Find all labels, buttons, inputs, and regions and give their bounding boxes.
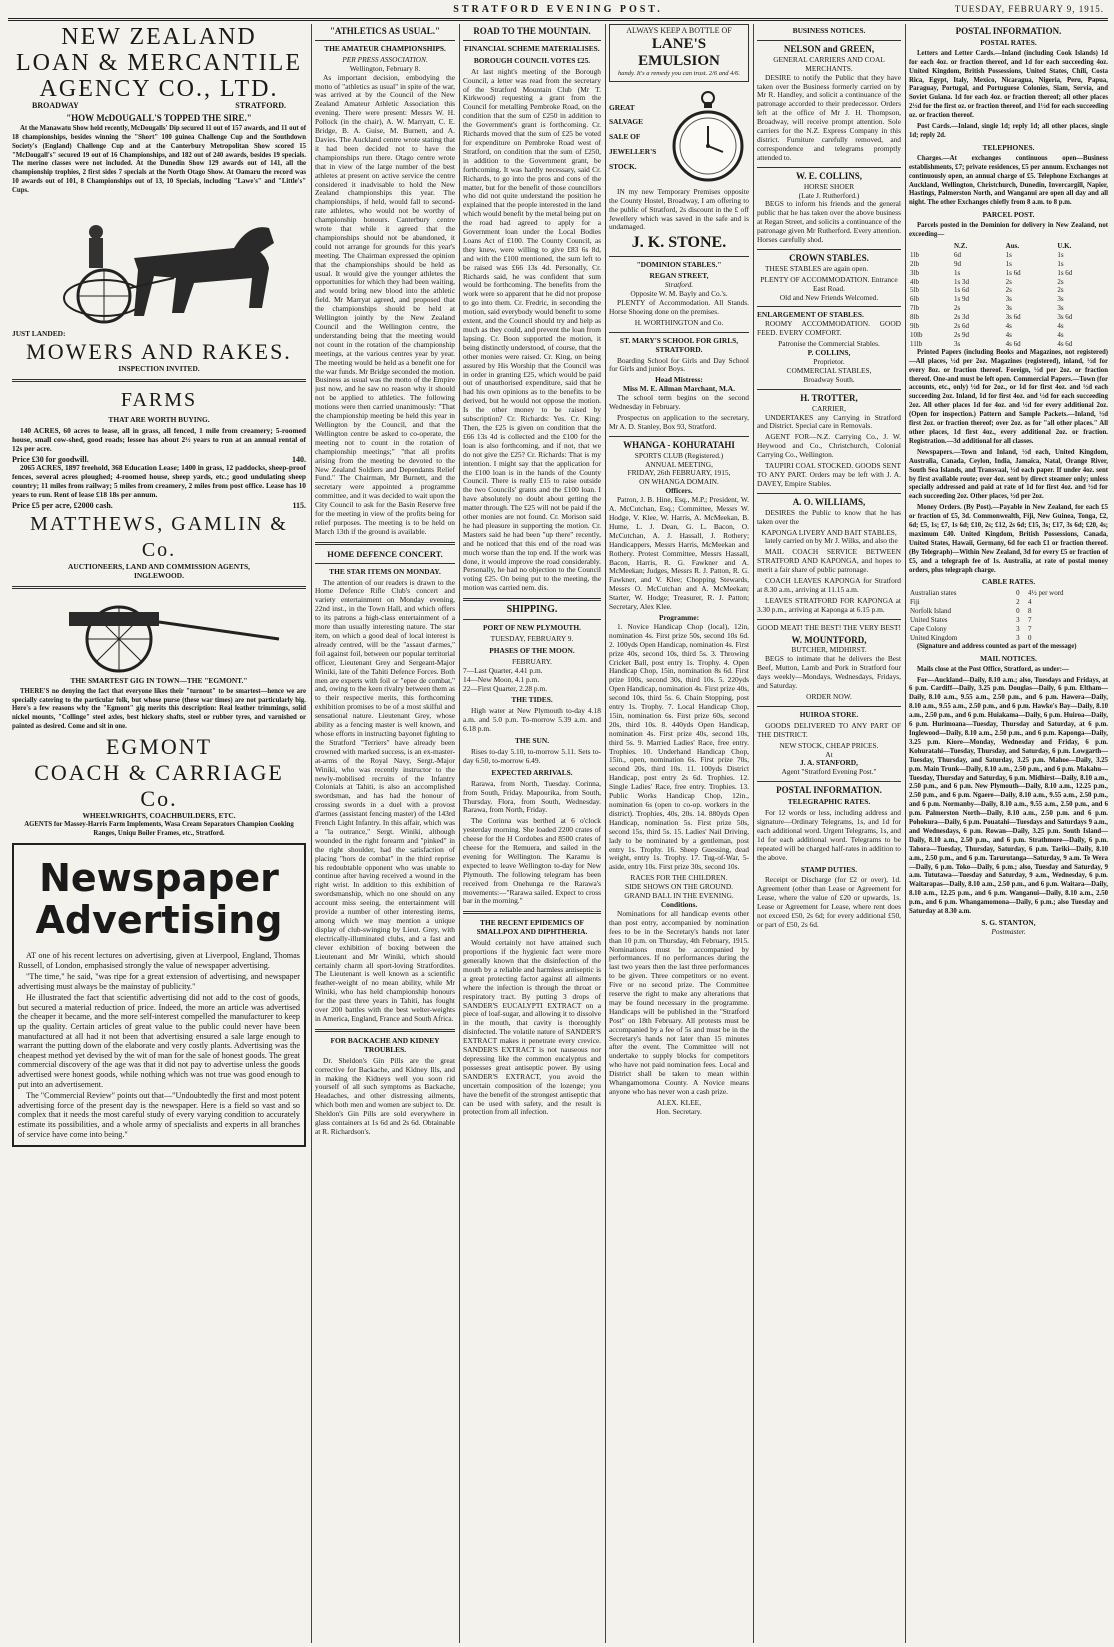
divider [315, 40, 455, 41]
postmaster-name: S. G. STANTON, [981, 918, 1036, 927]
enlargement-text: ROOMY ACCOMMODATION. GOOD FEED. EVERY COMFORT. [757, 319, 901, 338]
mail-schedule: For—Auckland—Daily, 8.10 a.m.; also, Tuesdays and Fridays, at 6 p.m. Cardiff—Daily, 3.25 p.m. Douglas—Daily, 6 p.m. Eltham—Daily, 8.10 a.m., 9.55 a.m., 2.50 p.m., and 6 p.m. Hawera—Daily, 8.10 a.m., 9.55 a.m., 2.50 p.m., and 6 p.m. Hawke's Bay—Daily, 8.10 a.m., 2.50 p.m., and 6 p.m. Huiakama—Daily, 6 p.m. Huiroa—Daily, 6 p.m. Hurimoana—Tuesday, Thursday and Saturday, at 6 p.m. Inglewood—Daily, 8.10 a.m., 2.50 p.m., and 6 p.m. Kaponga—Daily, 3.25 p.m. Kiore—Monday, Wednesday and Friday, 6 p.m. Kohuratahi—Tuesday, Thursday, and Saturday, 6 p.m. Lowgarth—Tuesday, Thursday, and Saturday, 3.25 p.m. Mahoe—Daily, 3.25 p.m. Main Trunk—Daily, 8.10 a.m., 2.50 p.m., and 6 p.m. Makahu—Tuesday, Thursday and Saturday, 6 p.m. Midhirst—Daily, 8.10 a.m., 2.50 p.m., and 6 p.m. New Plymouth—Daily, 8.10 a.m., 12.25 p.m., 2.50 p.m., and 6 p.m. Ngaere—Daily, 8.10 a.m., 9.55 a.m., 2.50 p.m., and 6 p.m. Normanby—Daily, 8.10 a.m., 9.55 a.m., 2.50 p.m., and 6 p.m. Palmerston North—Daily, 8.10 a.m., 2.50 p.m. and 6 p.m. Pohokura—Daily, 6 p.m. Pouatahi—Tuesdays and Saturdays 9 a.m., and Wednesdays, 6 p.m. Rowan—Daily, 3.25 p.m. South Island—Daily, 8.10 a.m., 2.50 p.m., and 6 p.m. Strathmore—Daily, 6 p.m. Tahora—Tuesday, Thursday, Saturday, 6 p.m. Tariki—Daily, 8.10 a.m., 2.50 p.m., and 6 p.m. Tarurutanga—Saturday, 9 a.m. Te Wera—Daily, 6 p.m. Toko—Daily, 6 p.m.; also, Tuesday and Saturday, 9 a.m. Tututawa—Tuesday and Saturday, 9 a.m., Wednesday, 6 p.m. Waitarapas—Daily, 8.10 a.m., 2.50 p.m., and 6 p.m. Waitara—Daily, 8.10 a.m., 12.25 p.m., and 6 p.m. Wanganui—Daily, 8.10 a.m., 2.50 p.m., and 6 p.m. Whangamomona—Daily, 6 p.m.; also Tuesday and Saturday at 8.30 a.m. [909, 676, 1108, 916]
dominion-text: PLENTY of Accommodation. All Stands. Horse Shoeing done on the premises. [609, 297, 749, 316]
table-cell: 9d [953, 259, 961, 268]
telephones-heading: TELEPHONES. [982, 142, 1035, 152]
table-cell: 4lb [910, 277, 919, 286]
divider [463, 911, 601, 914]
salvage-word: SALVAGE [609, 117, 644, 127]
mcdougall-heading: "HOW McDOUGALL'S TOPPED THE SIRE." [66, 112, 252, 123]
salvage-jewellers: JEWELLER'S [609, 147, 657, 157]
table-cell: 6lb [910, 295, 919, 304]
grand-ball: GRAND BALL IN THE EVENING. [624, 891, 734, 901]
column-2 [315, 24, 455, 1643]
athletics-heading: "ATHLETICS AS USUAL." [329, 26, 441, 36]
table-cell: 4s 6d [1005, 339, 1021, 348]
table-cell: 7 [1027, 625, 1032, 633]
advertising-paragraph-3: He illustrated the fact that scientific advertising did not add to the cost of goods, but secured a material reduction of price. Indeed, the more an article was advertised the cheaper it became, and the more self-interest compelled the manufacturer to keep up the quality. Certain articles of great value to the public could never have been manufactured at all had it not been that advertising ensured a sale large enough to warrant the putting down of the elaborate and very costly plants. Advertising was the cheapest method yet devised by the wit of man for the sale of honest goods. The great commercial discovery of the age was that it did not pay to advertise unless the goods advertised were honest goods, while nothing which was not true was good enough to put into an advertisement. [18, 993, 300, 1089]
table-row [909, 278, 1108, 287]
tides-heading: THE TIDES. [511, 695, 553, 705]
table-row [909, 589, 1108, 598]
table-cell: 1s 9d [953, 295, 969, 304]
crown-friends: Old and New Friends Welcomed. [779, 292, 879, 302]
mcdougall-text: At the Manawatu Show held recently, McDougalls' Dip secured 11 out of 157 awards, and 11 out of 18 championships, besides winning the "Short" 100 guinea Challenge Cup and the Southdown Society's (England) Challenge Cup and at the Canterbury Metropolitan Show scored 15 "McDougall's" secured 19 out of 16 Championships, and 182 out of 240 awards, besides 19 specials. The merino classes were not included. At the Dunedin Show 129 awards out of 141, all the championship trophies, 2 first sides 7 specials at the North Otago Show. At Oamaru the record was 10 awards out of 101, 8 Championships out of 13, 10 Specials, including "Lawe's" and "Little's" Cups. [12, 124, 306, 195]
divider [757, 389, 901, 390]
divider [609, 256, 749, 257]
shipping-body: The Corinna was berthed at 6 o'clock yesterday morning. She loaded 2200 crates of cheese for the H Cordobes and 8500 crates of cheese for the Remuera, and sailed in the evening for Wellington. The Karamu is expected to leave Wellington to-day for New Plymouth. The following telegram has been received from Onehunga re the Rarawa's movements:—"Rarawa sailed. Expect to cross bar in the morning." [463, 816, 601, 906]
table-cell: 4s [1005, 322, 1012, 331]
commercial-stables: COMMERCIAL STABLES, [786, 365, 872, 375]
collins-subheading: HORSE SHOER [803, 181, 855, 191]
gig-heading: THE SMARTEST GIG IN TOWN—THE "EGMONT." [70, 675, 248, 685]
officers-heading: Officers. [665, 486, 693, 496]
stanford-name: J. A. STANFORD, [800, 758, 858, 768]
farm-2-text: 2065 ACRES, 1897 freehold, 368 Education Lease; 1400 in grass, 12 paddocks, sheep-proof fences, several acres ploughed; 4-roomed house, sheep yards, etc.; good undulating sheep country; 11 miles from railway; 5 miles from creamery, 2 miles from post office. Lease has 10 years to run. Rent of lease £18 18s per annum. [12, 463, 306, 500]
mail-notices-heading: MAIL NOTICES. [980, 653, 1037, 663]
gig-text: THERE'S no denying the fact that everyone likes their "turnout" to be smartest—hence we are specially catering to the particular folk, but whose purse (these war times) are not particularly big. Here's a few reasons why the "Egmont" gig merits this description: Real leather trimmings, solid nickel mounts, "Collinge" steel axles, best hickory shafts, steel or rubber tyres, and varnished or painted as desired. Come and sit in one. [12, 687, 306, 731]
championships-heading: THE AMATEUR CHAMPIONSHIPS. [324, 43, 446, 53]
home-defence-body: The attention of our readers is drawn to the Home Defence Rifle Club's concert and variety entertainment on Monday evening, 22nd inst., in the Town Hall, and which offers to its patrons a high-class entertainment of a more than usually interesting nature. The star item, on which a good deal of local interest is already centred, will be the "assaut d'armes," foil against foil, between our popular territorial officer, Lieutenant Grey and Sergeant-Major Winiki, late of the Tahiti Defence Forces. Both men are experts with foil or "epee de combat," and, owing to the keen rivalry between them as to their respective merits, this forthcoming exhibition promises to be of a most skilful and sensational nature. Lieutenant Grey, whose ability as a fencing master is well known, and whose efforts in instructing bayonet fighting to the Stratford "Terriers" have already been crowned with marked success, is an ex-master-at-arms of the Royal Navy, Sergt.-Major Winiki, who was recently instructor to the newly-mobilised recruits of the Infantry Colonials at Tahiti, is also an accomplished swordsman, and has had the honour of crossing swords in a duel with a provost d'armes (assistant fencing master) of the 143rd French Light Infantry. In this affair, which was a "la outrance," Sergt. Winiki, although wounded in the right forearm and "pinked" in the right shoulder, had the satisfaction of placing "hors de combat" in the third reprise his redoubtable opponent who was unable to continue after having received a wound in the right wrist. In addition to this exhibition of swordsmanship, which no one should on any account miss seeing, the entertainment will provide a number of other interesting items, among which we may mention a unique display of club-swinging by Lieut. Grey, with electrically-illuminated clubs, and a fast and clever exhibition of boxing between the Lieutenant and Mr Winiki, which should certainly charm all sport-loving Stratfordites. The Lieutenant is well known as a scientific feather-weight of no mean ability, while Mr Winiki, who has held championship honours for the past three years in Tahiti, has fought over 200 battles with the best welter-weights in America, England, France and South Africa. [315, 577, 455, 1023]
divider [315, 542, 455, 545]
arrivals-text: Rarawa, from North, Tuesday. Corinna, from South, Friday. Mapourika, from South, Thursday. Flora, from South, Wednesday. Rarawa, from North, Friday. [463, 778, 601, 815]
headmistress-label: Head Mistress: [655, 375, 703, 385]
table-cell: 8 [1027, 607, 1032, 616]
table-row [909, 331, 1108, 340]
newspaper-title-line-1: Newspaper [39, 855, 279, 900]
table-cell: 4s 6d [1057, 339, 1073, 348]
column-5 [757, 24, 901, 1643]
postal-information-heading: POSTAL INFORMATION. [776, 785, 882, 796]
parcel-rates-table [909, 242, 1108, 349]
athletics-dateline: Wellington, February 8. [349, 63, 421, 73]
trotter-heading: H. TROTTER, [800, 392, 858, 403]
table-cell: 8lb [910, 313, 919, 322]
table-cell: Norfolk Island [910, 607, 952, 616]
divider [609, 436, 749, 437]
dominion-stables-heading: "DOMINION STABLES." [636, 260, 722, 270]
table-cell: 1s 6d [1005, 268, 1021, 277]
egmont-agents: AGENTS for Massey-Harris Farm Implements, Wasa Cream Separators Champion Cooking Ranges, Uniqu Boiler Frames, etc., Stratford. [24, 821, 294, 837]
salvage-great: GREAT [609, 102, 635, 112]
kaponga-text: lately carried on by Mr J. Wilks, and also the [765, 536, 898, 546]
table-cell: 9lb [910, 322, 919, 331]
table-row [909, 616, 1108, 625]
coach-leaves-kaponga: COACH LEAVES KAPONGA for Stratford at 8.30 a.m., arriving at 11.15 a.m. [757, 576, 901, 594]
advertising-paragraph-4: The "Commercial Review" points out that—"Undoubtedly the first and most potent advertising force of the present day is the newspaper. Here is a field so vast and so complex that it needs the most careful study of every varying condition to accurately estimate its possibilities, and a whole army of specialists and experts in all branches of service have come into being." [18, 1091, 300, 1139]
side-shows: SIDE SHOWS ON THE GROUND. [624, 882, 734, 892]
divider [757, 493, 901, 494]
business-notices-heading: BUSINESS NOTICES. [792, 26, 866, 35]
divider [757, 306, 901, 307]
column-1 [12, 24, 306, 1643]
nz-loan-address [12, 102, 306, 111]
inspection-invited: INSPECTION INVITED. [118, 363, 200, 373]
collins-heading: W. E. COLLINS, [796, 170, 862, 181]
parcel-post-heading: PARCEL POST. [982, 210, 1035, 220]
divider [12, 379, 306, 382]
newspaper-advertising-box [12, 843, 306, 1147]
table-row [909, 269, 1108, 278]
school-term-text: The school term begins on the second Wednesday in February. [609, 393, 749, 412]
table-row [909, 607, 1108, 616]
cable-rates-heading: CABLE RATES. [981, 577, 1036, 587]
divider [757, 167, 901, 168]
table-cell: 7lb [910, 304, 919, 313]
at-label: At [825, 749, 833, 759]
salvage-sale-ad [609, 88, 749, 188]
enlargement-heading: ENLARGEMENT OF STABLES. [757, 310, 864, 320]
newspaper-title-line-2: Advertising [35, 897, 283, 942]
matthews-gamlin-heading: MATTHEWS, GAMLIN & Co. [30, 512, 288, 561]
backache-heading: FOR BACKACHE AND KIDNEY TROUBLES. [330, 1035, 440, 1054]
shipping-date: TUESDAY, FEBRUARY 9. [490, 634, 574, 643]
masthead-title: STRATFORD EVENING POST. [453, 4, 663, 15]
proprietor-label: Proprietor. [813, 357, 845, 366]
epidemic-heading: THE RECENT EPIDEMICS OF SMALLPOX AND DIPHTHERIA. [476, 918, 588, 937]
table-cell: 3 [1016, 633, 1020, 642]
athletics-body: As important decision, embodying the motto of "athletics as usual" in spite of the war, was arrived at by the Council of the New Zealand Amateur Athletic Association this evening. There were present: Messrs W. H. Pollock (in the chair), A. W. Marryatt, C. E. Bridge, B. A. Guise, M. Burnett, and A. Davies. The Auckland centre wrote stating that it had been decided not to have the championships run there. Otago centre wrote that in view of the large number of the best athletes at present on active service the centre considered it inadvisable to hold the New Zealand championships this year. The championships, if held, would fall to second-rate athletes, who would not be worthy of championship honours. Canterbury centre wrote that while it agreed that the championships should not be abandoned, it could not arrange for grounds for this year's meeting. The Chairman expressed the opinion that the championships should be held as usual. It would give the younger athletes the opportunities for which they had been waiting, and would bring new blood into the athletic field. Mr Marryat agreed, and proposed that the championships should be held at Wellington jointly by the New Zealand Council and the Wellington centre, the understanding being that the meeting would not count in the rotation of the championship meetings, at the various centres year by year. The meeting would be held as a benefit one for the war funds. Mr Bridge seconded the motion. Business as usual was the motto of the Empire just now, and he saw no reason why it should not be applied to athletics. The following motions were then carried unanimously: "That the championship meeting be held this year in Wellington by the Council, and that the Wellington centre be asked to co-operate, the meeting not to count in the rotation of championship meetings;" "that all profits arising from the meeting be devoted to the New Zealand Soldiers and Dependants Relief Fund." The Chairman, Mr Burnett, and the secretary were appointed a programme committee, and it was decided to wait upon the City Council to ask for the Basin Reserve free for the meeting in view of the profits being for relief purposes. The meeting is to be held on March 13th if the ground is available. [315, 72, 455, 536]
moon-phase-2: 14—New Moon, 4.1 p.m. [463, 674, 540, 684]
telegraphic-rates-text: For 12 words or less, including address and signature—Ordinary Telegrams, 1s, and 1d for each additional word. Urgent Telegrams, 1s, and 1d for each additional word. Telegrams to be repeated will be charged half-rates in addition to the above. [757, 808, 901, 862]
star-items-heading: THE STAR ITEMS ON MONDAY. [329, 566, 441, 576]
newspapers-text: Newspapers.—Town and Inland, ½d each, United Kingdom, Australia, Canada, Ceylon, India, Jamaica, Natal, Orange River, South Sea Islands, and Transvaal, ½d each paper. If under 4oz. sent by first available route; over 4oz. sent by direct steamer only; unless specially addressed and paid at rate of 1d for first 4oz. and ½d for each succeeding 2oz. Other places, ½d per 2oz. [909, 448, 1108, 501]
column-rule [605, 24, 606, 1643]
collins-late: (Late J. Rutherford.) [798, 190, 860, 200]
table-cell: 6d [953, 250, 961, 259]
telegraphic-rates-heading: TELEGRAPHIC RATES. [787, 797, 871, 807]
st-marys-text: Boarding School for Girls and Day School for Girls and junior Boys. [609, 355, 749, 374]
dominion-owner: H. WORTHINGTON and Co. [634, 317, 724, 327]
farm-1-price: Price £30 for goodwill. [12, 454, 89, 464]
williams-text: DESIRES the Public to know that he has taken over the [757, 507, 901, 526]
broadway-south: Broadway South. [803, 374, 855, 384]
p-collins-name: P. COLLINS, [807, 348, 851, 358]
meeting-date: FRIDAY, 26th FEBRUARY, 1915, [627, 468, 731, 478]
divider [757, 706, 901, 707]
sun-text: Rises to-day 5.10, to-morrow 5.11. Sets to-day 6.50, to-morrow 6.49. [463, 746, 601, 765]
divider [315, 563, 455, 564]
patronise-line: Patronise the Commercial Stables. [778, 339, 880, 349]
dominion-address: Opposite W. M. Bayly and Co.'s. [630, 289, 728, 299]
financial-scheme-heading: FINANCIAL SCHEME MATERIALISES. [464, 43, 600, 53]
column-rule [905, 24, 906, 1643]
dominion-regan: REGAN STREET, [649, 271, 709, 281]
nz-loan-address-left: BROADWAY [32, 101, 79, 110]
table-cell: 10lb [910, 331, 923, 339]
postal-info-heading: POSTAL INFORMATION. [955, 26, 1062, 36]
table-cell: 3lb [910, 268, 919, 277]
table-cell: 7 [1027, 616, 1032, 625]
backache-body: Dr. Sheldon's Gin Pills are the great corrective for Backache, and Kidney Ills, and in making the Kidneys well you soon rid yourself of all such symptoms as Backache, Headaches, and other distressing ailments, which both men and women are subject to. Dr. Sheldon's Gin Pills are sold everywhere in glass containers at 1s 6d and 2s 6d. Obtainable at R. Richardson's. [315, 1055, 455, 1136]
borough-council-heading: BOROUGH COUNCIL VOTES £25. [473, 55, 591, 65]
pocket-watch-icon [671, 88, 745, 188]
stamp-duties-heading: STAMP DUTIES. [800, 864, 858, 874]
table-cell: 0 [1027, 633, 1032, 642]
stanford-agent: Agent "Stratford Evening Post." [781, 767, 877, 777]
egmont-subheading: WHEELWRIGHTS, COACHBUILDERS, ETC. [82, 811, 236, 821]
sun-heading: THE SUN. [514, 736, 550, 746]
table-cell: United States [910, 616, 948, 625]
masthead-date: TUESDAY, FEBRUARY 9, 1915. [954, 4, 1104, 14]
table-cell: 3s [1005, 295, 1012, 304]
mowers-rakes-heading: MOWERS AND RAKES. [26, 338, 292, 364]
good-meat: GOOD MEAT! THE BEST! THE VERY BEST! [757, 622, 901, 632]
epidemic-body: Would certainly not have attained such proportions if the hygienic fact were more generally known that the disinfection of the mouth by a reliable and harmless antiseptic is a great protecting factor against all ailments where the infection is through the throat or respiratory tract. By putting 3 drops of SANDER'S EUCALYPTI EXTRACT on a piece of loaf-sugar, and allowing it to dissolve in the mouth, that cavity is thoroughly disinfected. The volatile nature of SANDER'S EXTRACT makes it penetrate every crevice. SANDER'S EXTRACT is not nauseous nor depressing like the common eucalyptus and possesses great antiseptic power. By using SANDER'S EXTRACT, you avoid the uncertain composition of the lozenge; you have the benefit of the strongest antiseptic that can be used with safety, and the result is protection from all infection. [463, 938, 601, 1117]
telephones-text: Charges.—At exchanges continuous open—Business establishments, £7; private residences, £5 per annum. Exchanges not continuously open, an annual charge of £5. Telephone Exchanges at Auckland, Wellington, Christchurch, Dunedin, Invercargill, Napier, Hastings, Palmerston North, and Wanganui are open all day and all night. The other Exchanges chiefly from 8 a.m. to 8 p.m. [909, 154, 1108, 207]
divider [315, 1029, 455, 1032]
table-cell: 4s [1057, 331, 1064, 339]
taupiri-coal: TAUPIRI COAL STOCKED. GOODS SENT TO ANY PART. Orders may be left with J. A. DAVEY, Empire Stables. [757, 461, 901, 488]
lanes-title: LANE'S EMULSION [638, 35, 720, 69]
table-cell: 1s [953, 268, 961, 277]
table-cell: Fiji [910, 598, 920, 607]
table-cell: 4½ per word [1027, 589, 1064, 598]
arrivals-heading: EXPECTED ARRIVALS. [491, 767, 573, 777]
stone-text: IN my new Temporary Premises opposite the County Hostel, Broadway, I am offering to the public of Stratford, 2s discount in the £ off Jewellery which was saved in the safe and is undamaged. [609, 186, 749, 232]
farm-2-number: 115. [292, 501, 306, 511]
nelson-green-subheading: GENERAL CARRIERS AND COAL MERCHANTS. [773, 54, 885, 73]
divider [757, 249, 901, 250]
table-cell: 1s 6d [1057, 268, 1073, 277]
moon-phase-1: 7—Last Quarter, 4.41 p.m. [463, 665, 543, 675]
lanes-subtitle: handy. It's a remedy you can trust. 2/6 and 4/6. [617, 69, 741, 77]
table-cell: 3s [1005, 304, 1012, 313]
mountford-heading: W. MOUNTFORD, [791, 634, 867, 645]
port-heading: PORT OF NEW PLYMOUTH. [483, 623, 581, 633]
table-header: Aus. [1005, 241, 1020, 250]
moon-month: FEBRUARY. [512, 656, 552, 666]
advertising-paragraph-1: AT one of his recent lectures on advertising, given at Liverpool, England, Thomas Russell, of London, emphasised strongly the value of newspaper advertising. [18, 950, 300, 970]
postmaster-role: Postmaster. [991, 926, 1026, 936]
divider [12, 586, 306, 589]
table-cell: 4 [1027, 598, 1032, 607]
table-cell: 3s [1057, 295, 1064, 304]
just-landed-label: JUST LANDED: [12, 329, 66, 339]
order-now: ORDER NOW. [806, 692, 852, 701]
meeting-domain: ON WHANGA DOMAIN. [639, 477, 719, 487]
table-cell: 3 [1016, 616, 1020, 625]
st-marys-heading: ST. MARY'S SCHOOL FOR GIRLS, STRATFORD. [619, 335, 739, 354]
mail-coach: MAIL COACH SERVICE BETWEEN STRATFORD AND KAPONGA, and hopes to merit a fair share of public patronage. [757, 547, 901, 575]
divider [463, 619, 601, 620]
postal-rates-heading: POSTAL RATES. [980, 37, 1037, 47]
tides-text: High water at New Plymouth to-day 4.18 a.m. and 5.0 p.m. To-morrow 5.39 a.m. and 6.18 p.m. [463, 706, 601, 734]
crown-stables-heading: CROWN STABLES. [789, 252, 869, 263]
crown-stables-text: THESE STABLES are again open. [765, 263, 869, 273]
salvage-words [609, 98, 671, 179]
kaponga-stables: KAPONGA LIVERY AND BAIT STABLES, [761, 527, 897, 537]
press-association-line: PER PRESS ASSOCIATION. [342, 54, 428, 64]
table-header: U.K. [1057, 241, 1072, 250]
lanes-emulsion-ad [609, 24, 749, 82]
signer-name: ALEX. KLEE, [656, 1097, 702, 1107]
letter-rates-text: Letters and Letter Cards.—Inland (including Cook Islands) 1d for each 4oz. or fraction thereof, and 1d for each succeeding 4oz. United Kingdom, British Possessions, United States, Chili, Costa Rica, Egypt, Italy, Mexico, Nicaragua, Nigeria, Peru, Papua, Paraguay, Portugal, and Portuguese Colonies, Siam, Servia, and Soviet Guiana. 1d for each 4oz. or fraction thereof; all other places 2½d for the first oz. or fraction thereof, and 1½d for each succeeding oz. or fraction thereof. [909, 49, 1108, 120]
divider [463, 598, 601, 601]
whanga-heading: WHANGA - KOHURATAHI [623, 439, 735, 450]
egmont-heading-2: COACH & CARRIAGE Co. [34, 760, 284, 812]
conditions-heading: Conditions. [660, 899, 698, 909]
column-4 [609, 24, 749, 1643]
column-rule [753, 24, 754, 1643]
programme-heading: Programme: [658, 612, 700, 622]
table-cell: Australian states [910, 589, 957, 598]
salvage-sale-of: SALE OF [609, 132, 641, 142]
money-orders-text: Money Orders. (By Post).—Payable in New Zealand, for each £5 or fraction of £5, 3d. Commonwealth, Fiji, New Guinea, Tonga, £2, 6d; £5, 1s; £7, 1s 6d; £10, 2s; £12, 2s 6d; £15, 3s; £17, 3s 6d; £20, 4s; maximum £40. United Kingdom, British Possessions, Canada, United States, Hawaii, Germany, 6d for each £1 or fraction thereof. (By Telegraph)—Within New Zealand, 3d for every £5 or fraction of £5, and a telegraph fee of 1s. Australia, at rate of postal money orders, plus telegraph charge. [909, 504, 1108, 574]
divider [757, 781, 901, 782]
huiroa-text: GOODS DELIVERED TO ANY PART OF THE DISTRICT. [757, 720, 901, 739]
table-cell: 0 [1016, 607, 1020, 616]
farms-heading: FARMS [120, 388, 198, 411]
table-cell: 1s [1057, 250, 1064, 259]
printed-papers-text: Printed Papers (including Books and Magazines, not registered)—All places, ½d per 2oz. Magazines (registered), inland, ½d for every 8oz. or fraction thereof. Foreign, ½d per 2oz. or fraction thereof. One-and must be left open. Commercial Papers.—Town (for accounts, etc., only) ½d for 2oz., or 1d for first 4oz. and ½d each succeeding 2oz. Inland, 1d for first 4oz. and ½d for each succeeding 2oz. All other places 1d for 4oz. and ½d for every additional 2oz. (Open for inspection.) Pattern and Sample Packets.—Inland, ½d first 2oz. or fraction thereof; over 2oz. as for "all other places." All other places, 1d first 4oz., every additional 2oz. or fraction. Registration.—3d additional for all classes. [909, 348, 1108, 445]
mail-intro: Mails close at the Post Office, Stratford, as under:— [917, 665, 1069, 673]
masthead [8, 2, 1108, 21]
cable-note: (Signature and address counted as part of the message) [917, 642, 1077, 650]
collins-text: BEGS to inform his friends and the general public that he has taken over the above business at Regan Street, and solicits a continuance of the patronage given Mr Rutherford. Every attention. Horses carefully shod. [757, 199, 901, 245]
egmont-heading-1: EGMONT [105, 734, 213, 760]
table-header [909, 242, 953, 251]
conditions-text: Nominations for all handicap events other than post entry, accompanied by nomination fees to be in the Secretary's hands not later than 10 p.m. on Thursday, 4th February, 1915. Nominations must be accompanied by performances. If no performances during the last two years then the last three performances to be given. Three competitors or no event. Five or no second prize. The Committee reserve the right to make any alterations that may be found necessary in the programme. Handicaps will be published in the "Stratford Post" on 18th February. All protests must be accompanied by a fee of 5s and must be in the Secretary's hands not later than 15 minutes after the event. The Committee will not undertake to supply blocks for competitors who have not paid nomination fees. Local and District shall be taken to mean within Whangamomona County. A Novice means anyone who has never won a cash prize. [609, 908, 749, 1096]
table-cell: 2lb [910, 259, 919, 268]
williams-heading: A. O. WILLIAMS, [792, 496, 866, 507]
table-cell: 2s [953, 304, 961, 313]
nz-loan-title-1: NEW ZEALAND [61, 24, 257, 50]
table-cell: 5lb [910, 286, 919, 295]
table-cell: 3s [1057, 304, 1064, 313]
table-cell: 1s [1005, 259, 1012, 268]
farm-1-number: 140. [292, 454, 306, 464]
table-cell: 0 [1016, 589, 1020, 598]
table-cell: Cape Colony [910, 625, 947, 633]
table-row [909, 260, 1108, 269]
table-row [909, 251, 1108, 260]
column-rule [459, 24, 460, 1643]
table-cell: 1s [1005, 250, 1012, 259]
table-cell: 1s [1057, 259, 1064, 268]
table-cell: 3 [1016, 625, 1020, 633]
table-row [909, 304, 1108, 313]
headmistress-name: Miss M. E. Allman Marchant, M.A. [623, 384, 735, 394]
horse-mower-illustration [34, 198, 284, 328]
butcher-label: BUTCHER, MIDHIRST. [791, 645, 867, 655]
mountford-text: BEGS to intimate that he delivers the Best Beef, Mutton, Lamb and Pork in Stratford four days weekly—Mondays, Wednesdays, Fridays, and Saturday. [757, 654, 901, 691]
table-row [909, 340, 1108, 349]
table-cell: 1s 3d [953, 277, 969, 286]
table-cell: 2s [1005, 277, 1012, 286]
trotter-agent: AGENT FOR—N.Z. Carrying Co., J. W. Heywood and Co., Christchurch, Colonial Carrying Co., Wellington. [757, 432, 901, 460]
gig-illustration [29, 594, 289, 674]
post-cards-text: Post Cards.—Inland, single 1d; reply 1d; all other places, single 1d; reply 2d. [909, 123, 1108, 139]
prospectus-text: Prospectus on application to the secretary, Mr A. D. Stanley, Box 93, Stratford. [609, 412, 749, 431]
table-cell: 2s [1057, 286, 1064, 295]
nelson-green-heading: NELSON and GREEN, [783, 43, 875, 54]
table-row [909, 598, 1108, 607]
crown-accommodation: PLENTY OF ACCOMMODATION. Entrance East Road. [760, 274, 898, 293]
table-cell: 3s 6d [1005, 313, 1021, 322]
farm-2-price: Price £5 per acre, £2000 cash. [12, 501, 113, 511]
table-cell: 4s [1005, 331, 1012, 339]
table-cell: 2s [1005, 286, 1012, 295]
table-cell: 2s 9d [953, 331, 969, 339]
table-cell: 2s [1057, 277, 1064, 286]
divider [463, 40, 601, 41]
lanes-always: ALWAYS KEEP A BOTTLE OF [626, 26, 732, 35]
table-cell: 2 [1016, 598, 1020, 607]
divider [609, 332, 749, 333]
moon-heading: PHASES OF THE MOON. [489, 645, 575, 655]
farm-2-price-row [12, 502, 306, 511]
table-header-row [909, 242, 1108, 251]
table-row [909, 313, 1108, 322]
road-mountain-heading: ROAD TO THE MOUNTAIN. [473, 26, 591, 36]
nz-loan-address-right: STRATFORD. [235, 101, 286, 110]
carrier-label: CARRIER, [812, 403, 846, 413]
home-defence-heading: HOME DEFENCE CONCERT. [327, 548, 443, 559]
trotter-text: UNDERTAKES any Carrying in Stratford and District. Special care in Removals. [757, 412, 901, 431]
advertising-paragraph-2: "The time," he said, "was ripe for a great extension of advertising, and newspaper advertising must always be the mainstay of publicity." [18, 972, 300, 991]
annual-meeting: ANNUAL MEETING, [645, 459, 713, 469]
nz-loan-title-3: AGENCY CO., LTD. [39, 76, 279, 102]
shipping-heading: SHIPPING. [506, 604, 558, 616]
signer-role: Hon. Secretary. [656, 1106, 702, 1116]
table-cell: United Kingdom [910, 633, 958, 642]
column-rule [311, 24, 312, 1643]
divider [757, 40, 901, 41]
table-row [909, 625, 1108, 634]
table-cell: 11lb [910, 339, 923, 348]
cable-rates-table [909, 589, 1108, 642]
column-6 [909, 24, 1108, 1643]
matthews-subheading: AUCTIONEERS, LAND AND COMMISSION AGENTS, [68, 561, 250, 571]
salvage-stock: STOCK. [609, 162, 637, 172]
table-row [909, 286, 1108, 295]
divider [757, 619, 901, 620]
table-cell: 3s 6d [1057, 313, 1073, 322]
stamp-duties-text: Receipt or Discharge (for £2 or over), 1d. Agreement (other than Lease or Agreement for Lease, where the value of £20 or upwards, 1s. Lease or Agreement for Lease, where rent does not exceed £50, 2s 6d; for every additional £50, or part of £50, 2s 6d. [757, 875, 901, 929]
moon-phase-3: 22—First Quarter, 2.28 p.m. [463, 683, 548, 693]
programme-text: 1. Novice Handicap Chop (local), 12in, nomination 4s. First prize 50s, second 10s 6d. 2. 100yds Open Handicap, nomination 4s. First prize 40s, second 10s, third 5s. 3. Throwing Cricket Ball, post entry 1s. Trophy. 4. Open Handicap Chop, 15in, nomination 8s 6d. First prize 100s, second 30s, third 10s. 5. 220yds Open Handicap, nomination 4s. First prize 40s, second 10s, third 5s. 6. Chain Stopping, post entry 1s. Trophy. 7. Local Handicap Chop, 15in, nomination 6s. First prize 60s, second 20s, third 10s. 8. 440yds Open Handicap, nomination 4s. First prize 40s, second 10s, third 5s. 9. Married Ladies' Race, free entry. Trophies. 10. Underhand Handicap Chop, 15in., open, nomination 6s. First prize 70s, second 20s, third 10s. 11. 100yds District Handicap, post entry 2s 6d. Trophies. 12. Single Ladies' Race, free entry. Trophies. 13. Public Works Handicap Chop, 12in., nomination 6s (open to co-op. workers in the district). Trophies, 40s, 20s. 14. 880yds Open Handicap, nomination 5s. First prize 50s, second 15s, third 5s. 15. Ladies' Nail Driving, lady to be nominated by a gentleman, post entry 1s. Trophy. 16. Sheep Guessing, dead weight, entry 1s. Trophy. 17. Tug-of-War, 5-aside, entry 10s. First prize 30s, second 10s. [609, 621, 749, 872]
nz-loan-title-2: LOAN & MERCANTILE [16, 50, 302, 76]
road-mountain-body: At last night's meeting of the Borough Council, a letter was read from the secretary of the Stratford Mountain Club (Mr T. Kirkwood) requesting a grant from the Council for metalling Pembroke Road, on the condition that the sum of £250 in addition to the Government's grant is forthcoming. Cr. Richards moved that the sum of £25 be voted for expenditure on Pembroke Road west of Stratford, on condition that the sum of £250, in addition to the Government grant, be forthcoming. It was hardly necessary, said Cr. Richards, to go into the pros and cons of the matter, but for the benefit of those councillors who did not quite understand the position he explained that the people interested in the land which would benefit by the metal being put on the road had agreed to apply for a Government loan under the Local Bodies Loans Act of £100. The County Council, as they knew, were willing to give £83 6s 8d, and with the £100 mentioned, the sum left to be raised was £66 13s 4d. Personally, Cr. Richards said, he was confident that sum would be forthcoming. The benefits from the work were so apparent that he did not propose to go into them. Cr. Fredric, in seconding the motion, said everybody would benefit to some extent, and the Council should try and help as much as they could, and prevent the loan from lapsing. Cr. Boon supported the motion, it being distinctly understood, of course, that the other monies were raised. Cr. King, on being assured by His Worship that the Council was in order in granting £25, which would be paid out of unauthorised expenditure, said that he had his own opinions as to the benefits to be derived, but he would not oppose the motion. Is the other money to be raised by subscription? Cr. Richards: Yes. Cr. King: Then, the £25 is given on condition that the £66 13s 4d is collected and the £100 for the loan is also forthcoming, and if not, that we do not give the £25? Cr. Richards: That is my intention. I might say that the application for the £100 loan is in the hands of the County Council. There is really £15 to raise outside the two Councils' grants and the £100 loan. I have absolutely no doubt about getting the matter through. The £25 will not be paid if the other monies are not found. Cr. Morison said he had pleasure in supporting the motion. Cr. Masters said he had been "up there" recently, and he noticed that this end of the road was much worse than the top end. If the work was done, it would improve the road considerably. Personally, he had no objection to the Council voting £25. On being put to the meeting, the motion was carried nem. dis. [463, 66, 601, 593]
farms-subheading: THAT ARE WORTH BUYING. [108, 414, 210, 424]
huiroa-heading: HUIROA STORE. [799, 709, 859, 719]
dominion-town: Stratford. [664, 280, 694, 290]
table-cell: 1lb [910, 250, 919, 259]
table-row [909, 322, 1108, 331]
table-row [909, 295, 1108, 304]
column-3 [463, 24, 601, 1643]
officers-text: Patron, J. B. Hine, Esq., M.P.; President, W. A. McCutchan, Esq.; Committee, Messrs W. Hodge, V. Klee, W. Harris, A. McMeekan, B. Hume, L. J. Dean, G. L. Bacon, O. McCutchan, A. J. Hassall, J. Rothery; Handicappers, Messrs Harris, McMeekan and Rothery. Protest Committee, Messrs Hassall, Bacon, Harris, R. G. Fawkner and A. McMeekan; Judges, Messrs R. J. Patton, R. G. Fawkner, and V. Klee; Chopping Stewards, Messrs O. McCutchan and A. McMeekan; Starter, W. Hodge; Treasurer, R. J. Patton; Secretary, Alex Klee. [609, 495, 749, 612]
newspaper-advertising-title [18, 857, 300, 941]
matthews-town: INGLEWOOD. [134, 570, 184, 580]
stone-name: J. K. STONE. [631, 234, 727, 252]
races-children: RACES FOR THE CHILDREN. [630, 873, 728, 883]
whanga-subheading: SPORTS CLUB (Registered.) [634, 450, 724, 460]
parcel-post-text: Parcels posted in the Dominion for delivery in New Zealand, not exceeding— [909, 222, 1108, 239]
table-header: N.Z. [953, 241, 968, 250]
new-stock: NEW STOCK, CHEAP PRICES. [779, 740, 879, 750]
table-cell: 3s [953, 339, 961, 348]
table-cell: 2s 3d [953, 313, 969, 322]
nelson-green-text: DESIRE to notify the Public that they have taken over the Business formerly carried on by Mr R. Handley, and solicit a continuance of the patronage accorded to their predecessor. Orders left at the office of Mr J. H. Thompson, Broadway, will receive prompt attention. Sole carriers for the N.Z. Express Company in this district. Furniture carefully removed, and correspondence and telegrams promptly attended to. [757, 72, 901, 162]
table-cell: 4s [1057, 322, 1064, 331]
farm-1-text: 140 ACRES, 60 acres to lease, all in grass, all fenced, 1 mile from creamery; 5-roomed house, small cow-shed, good roads; lessee has about 2½ years to run at an annual rental of 12s per acre. [12, 425, 306, 453]
table-cell: 1s 6d [953, 286, 969, 295]
table-cell: 2s 6d [953, 322, 969, 331]
leaves-stratford: LEAVES STRATFORD FOR KAPONGA at 3.30 p.m., arriving at Kaponga at 6.15 p.m. [757, 595, 901, 614]
table-row [909, 634, 1108, 643]
